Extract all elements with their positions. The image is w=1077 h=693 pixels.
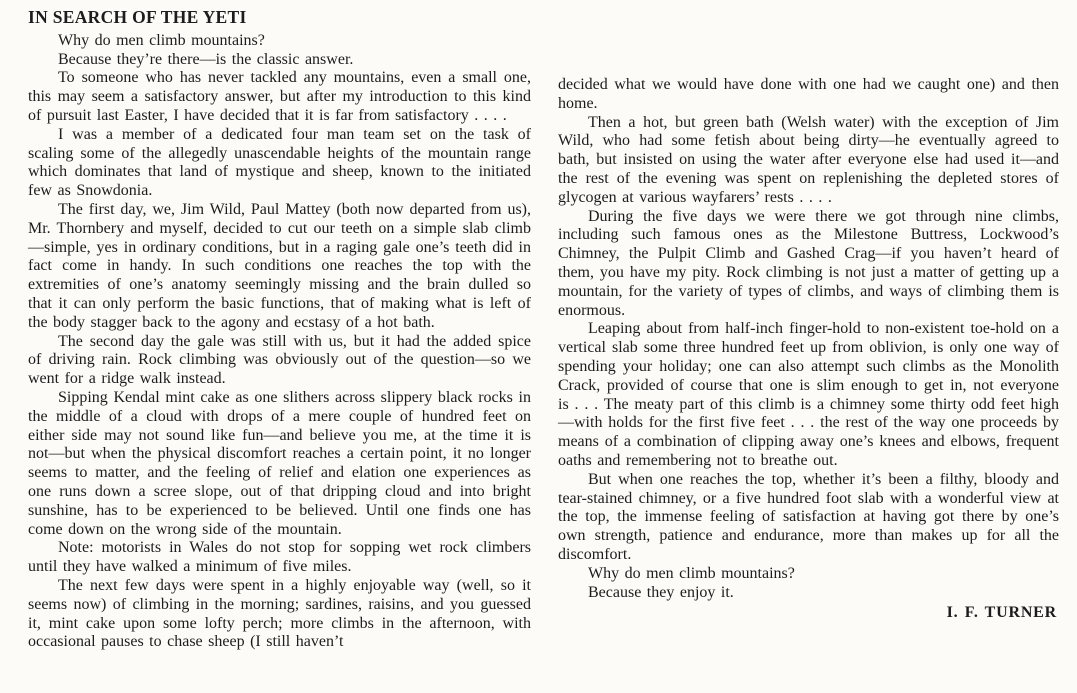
paragraph: Sipping Kendal mint cake as one slithers across slippery black rocks in the middle of a cloud with drops of a mere couple of hundred feet on either side may not sound like fun—and believe you me, at the time it is not—but when the physical discomfort reaches a certain point, it no longer seems to matter, and the feeling of relief and elation one experiences as one runs down a scree slope, out of that dripping cloud and into bright sunshine, has to be experienced to be believed. Until one finds one has come down on the wrong side of the mountain. <box>28 388 531 538</box>
paragraph: The second day the gale was still with us, but it had the added spice of driving rain. Rock climbing was obviously out of the question—so we went for a ridge walk instead. <box>28 332 531 388</box>
page-title: IN SEARCH OF THE YETI <box>28 7 247 27</box>
column-right <box>558 8 1059 652</box>
paragraph: The first day, we, Jim Wild, Paul Mattey (both now departed from us), Mr. Thornbery and myself, decided to cut our teeth on a simple slab climb—simple, yes in ordinary conditions, but in a raging gale one’s teeth did in fact come in handy. In such conditions one reaches the top with the extremities of one’s anatomy seemingly missing and the brain dulled so that it can only perform the basic functions, that of making what is left of the body stagger back to the agony and ecstasy of a hot bath. <box>28 200 531 331</box>
paragraph: But when one reaches the top, whether it’s been a filthy, bloody and tear-stained chimney, or a five hundred foot slab with a wonderful view at the top, the immense feeling of satisfaction at having got there by one’s own strength, patience and endurance, more than makes up for all the discomfort. <box>558 470 1059 563</box>
paragraph: To someone who has never tackled any mountains, even a small one, this may seem a satisfactory answer, but after my introduction to this kind of pursuit last Easter, I have decided that it is far from satisfactory . . . . <box>28 69 531 124</box>
paragraph: Why do men climb mountains? <box>58 31 265 49</box>
right-column-paragraphs <box>558 76 1059 602</box>
paragraph: I was a member of a dedicated four man team set on the task of scaling some of the allegedly unascendable heights of the mountain range which dominates that land of mystique and sheep, known to the initiated few as Snowdonia. <box>28 125 531 200</box>
paragraph: Note: motorists in Wales do not stop for sopping wet rock climbers until they have walked a minimum of five miles. <box>28 539 531 576</box>
left-column-paragraphs <box>28 32 531 652</box>
paragraph: During the five days we were there we got through nine climbs, including such famous ones as the Milestone Buttress, Lockwood’s Chimney, the Pulpit Climb and Gashed Crag—if you haven’t heard of them, you have my pity. Rock climbing is not just a matter of getting up a mountain, for the variety of types of climbs, and ways of climbing them is enormous. <box>558 207 1059 319</box>
paragraph: Then a hot, but green bath (Welsh water) with the exception of Jim Wild, who had some fetish about being dirty—he eventually agreed to bath, but insisted on using the water after everyone else had used it—and the rest of the evening was spent on replenishing the depleted stores of glycogen at various wayfarers’ rests . . . . <box>558 113 1059 206</box>
author-signature: I. F. TURNER <box>946 604 1057 622</box>
paragraph: decided what we would have done with one had we caught one) and then home. <box>558 76 1059 112</box>
paragraph: Because they’re there—is the classic answer. <box>58 50 354 68</box>
paragraph: The next few days were spent in a highly enjoyable way (well, so it seems now) of climbing in the morning; sardines, raisins, and you guessed it, mint cake upon some lofty perch; more climbs in the afternoon, with occasional pauses to chase sheep (I still haven’t <box>28 576 531 651</box>
paragraph: Leaping about from half-inch finger-hold to non-existent toe-hold on a vertical slab some three hundred feet up from oblivion, is only one way of spending your holiday; one can also attempt such climbs as the Monolith Crack, provided of course that one is slim enough to get in, not everyone is . . . The meaty part of this climb is a chimney some thirty odd feet high—with holds for the first five feet . . . the rest of the way one proceeds by means of a combination of clipping away one’s knees and elbows, frequent oaths and remembering not to breathe out. <box>558 320 1059 469</box>
column-left <box>28 8 531 652</box>
paragraph: Because they enjoy it. <box>588 583 734 601</box>
paragraph: Why do men climb mountains? <box>588 564 795 582</box>
